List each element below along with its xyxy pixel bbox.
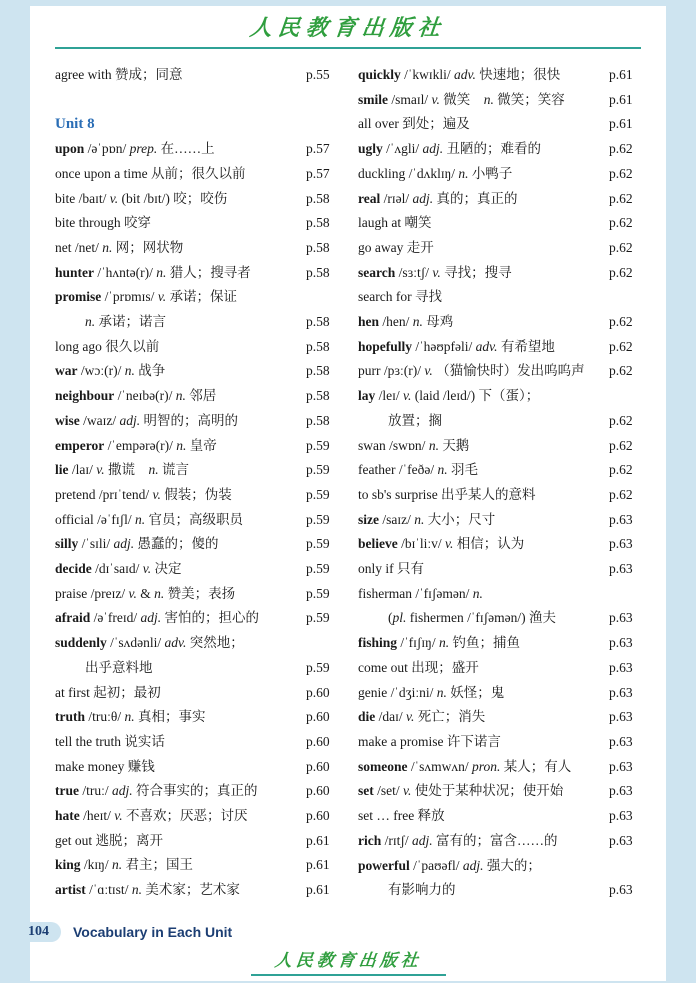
entry-text: n. 承诺；诺言: [85, 314, 166, 330]
page-ref: p.63: [609, 882, 633, 898]
entry-text: king /kɪŋ/ n. 君主；国王: [55, 857, 193, 873]
page-ref: p.62: [609, 437, 633, 453]
page-ref: p.59: [306, 462, 330, 478]
entry-text: at first 起初；最初: [55, 684, 161, 700]
entry-text: hen /hen/ n. 母鸡: [358, 314, 454, 330]
vocab-entry: [55, 236, 338, 261]
vocab-entry: [55, 162, 338, 187]
vocab-entry: [55, 409, 338, 434]
spacer: [55, 88, 338, 113]
vocab-entry: [55, 829, 338, 854]
vocab-entry: [55, 582, 338, 607]
entry-text: ugly /ˈʌgli/ adj. 丑陋的；难看的: [358, 141, 542, 157]
page-ref: p.63: [609, 561, 633, 577]
vocab-entry: [358, 705, 641, 730]
entry-text: 放置；搁: [388, 412, 442, 428]
vocab-entry: [358, 458, 641, 483]
page-ref: p.59: [306, 659, 330, 675]
vocab-entry: [55, 532, 338, 557]
entry-text: once upon a time 从前；很久以前: [55, 165, 246, 181]
page-ref: p.60: [306, 758, 330, 774]
vocab-entry: [358, 779, 641, 804]
page-ref: p.62: [609, 239, 633, 255]
page-ref: p.58: [306, 264, 330, 280]
page-ref: p.62: [609, 190, 633, 206]
vocab-entry: [358, 261, 641, 286]
page-ref: p.59: [306, 437, 330, 453]
vocab-entry: [55, 483, 338, 508]
page-ref: p.59: [306, 511, 330, 527]
vocab-entry: [55, 63, 338, 88]
entry-text: net /net/ n. 网；网状物: [55, 239, 184, 255]
entry-text: laugh at 嘲笑: [358, 215, 432, 231]
vocab-entry: [55, 681, 338, 706]
page-ref: p.58: [306, 190, 330, 206]
entry-text: go away 走开: [358, 239, 434, 255]
vocab-entry: [358, 508, 641, 533]
vocab-entry: [358, 755, 641, 780]
entry-text: emperor /ˈempərə(r)/ n. 皇帝: [55, 437, 217, 453]
vocab-entry: [55, 779, 338, 804]
page-ref: p.55: [306, 67, 330, 82]
vocab-entry: [55, 335, 338, 360]
entry-text: fishing /ˈfɪʃɪŋ/ n. 钓鱼；捕鱼: [358, 635, 520, 651]
entry-text: only if 只有: [358, 561, 424, 577]
vocab-entry: [358, 88, 641, 113]
entry-text: artist /ˈɑːtɪst/ n. 美术家；艺术家: [55, 882, 240, 898]
book-page: [30, 6, 666, 981]
page-ref: p.61: [306, 882, 330, 898]
entry-text: upon /əˈpɒn/ prep. 在……上: [55, 141, 215, 157]
entry-text: bite /baɪt/ v. (bit /bɪt/) 咬；咬伤: [55, 190, 228, 206]
entry-text: official /əˈfɪʃl/ n. 官员；高级职员: [55, 511, 243, 527]
vocab-entry: [358, 285, 641, 310]
entry-text: believe /bɪˈliːv/ v. 相信；认为: [358, 536, 525, 552]
page-ref: p.61: [306, 832, 330, 848]
entry-text: promise /ˈprɒmɪs/ v. 承诺；保证: [55, 289, 238, 305]
page-ref: p.62: [609, 486, 633, 502]
publisher-logo-footer: 人民教育出版社: [273, 951, 423, 970]
entry-text: quickly /ˈkwɪkli/ adv. 快速地；很快: [358, 67, 561, 82]
page-ref: p.63: [609, 684, 633, 700]
entry-text: tell the truth 说实话: [55, 733, 165, 749]
entry-text: rich /rɪtʃ/ adj. 富有的；富含……的: [358, 832, 558, 848]
vocab-entry: [55, 705, 338, 730]
entry-text: war /wɔː(r)/ n. 战争: [55, 363, 166, 379]
entry-text: wise /waɪz/ adj. 明智的；高明的: [55, 412, 239, 428]
entry-text: 出乎意料地: [85, 659, 153, 675]
vocab-entry: [358, 656, 641, 681]
page-ref: p.63: [609, 733, 633, 749]
entry-text: hopefully /ˈhəʊpfəli/ adv. 有希望地: [358, 338, 555, 354]
vocab-entry: [55, 384, 338, 409]
vocab-entry: [358, 112, 641, 137]
page-ref: p.62: [609, 264, 633, 280]
page-ref: p.60: [306, 684, 330, 700]
vocab-entry: [358, 681, 641, 706]
vocab-entry: [55, 631, 338, 656]
entry-text: search /sɜːtʃ/ v. 寻找；搜寻: [358, 264, 512, 280]
page-ref: p.59: [306, 585, 330, 601]
vocab-entry: [358, 829, 641, 854]
entry-text: die /daɪ/ v. 死亡；消失: [358, 709, 486, 725]
entry-text: make money 赚钱: [55, 758, 155, 774]
page-ref: p.59: [306, 610, 330, 626]
entry-text: to sb's surprise 出乎某人的意料: [358, 486, 536, 502]
page-ref: p.58: [306, 363, 330, 379]
page-ref: p.57: [306, 165, 330, 181]
page-ref: p.61: [609, 67, 633, 82]
entry-text: feather /ˈfeðə/ n. 羽毛: [358, 462, 478, 478]
entry-text: all over 到处；遍及: [358, 116, 470, 132]
vocab-entry: [358, 335, 641, 360]
vocab-entry: [55, 508, 338, 533]
page-ref: p.62: [609, 412, 633, 428]
page-number-badge: 104: [16, 922, 61, 942]
vocab-entry: [358, 878, 641, 903]
entry-text: decide /dɪˈsaɪd/ v. 决定: [55, 561, 182, 577]
page-ref: p.58: [306, 215, 330, 231]
vocab-entry: [358, 730, 641, 755]
vocab-entry: [55, 434, 338, 459]
page-ref: p.63: [609, 536, 633, 552]
vocab-entry: [55, 606, 338, 631]
page-ref: p.62: [609, 141, 633, 157]
vocab-entry: [55, 310, 338, 335]
vocab-entry: [358, 854, 641, 879]
page-ref: p.57: [306, 141, 330, 157]
vocab-entry: [55, 878, 338, 903]
vocab-entry: [358, 606, 641, 631]
vocab-entry: [358, 162, 641, 187]
entry-text: truth /truːθ/ n. 真相；事实: [55, 709, 206, 725]
footer-section-title: Vocabulary in Each Unit: [73, 924, 233, 940]
vocab-entry: [55, 137, 338, 162]
page-ref: p.63: [609, 511, 633, 527]
page-ref: p.62: [609, 314, 633, 330]
vocab-entry: [55, 557, 338, 582]
page-ref: p.60: [306, 808, 330, 824]
vocab-entry: [358, 63, 641, 88]
vocab-entry: [55, 359, 338, 384]
page-ref: p.63: [609, 635, 633, 651]
entry-text: come out 出现；盛开: [358, 659, 479, 675]
page-ref: p.60: [306, 709, 330, 725]
page-ref: p.58: [306, 412, 330, 428]
vocab-entry: [55, 853, 338, 878]
page-ref: p.59: [306, 486, 330, 502]
vocab-column-right: [358, 63, 641, 903]
vocab-entry: [55, 656, 338, 681]
entry-text: silly /ˈsɪli/ adj. 愚蠢的；傻的: [55, 536, 219, 552]
entry-text: purr /pɜː(r)/ v. （猫愉快时）发出呜呜声: [358, 363, 585, 379]
entry-text: lay /leɪ/ v. (laid /leɪd/) 下（蛋）；: [358, 388, 540, 404]
vocab-entry: [55, 285, 338, 310]
vocab-entry: [55, 755, 338, 780]
entry-text: true /truː/ adj. 符合事实的；真正的: [55, 783, 258, 799]
page-ref: p.63: [609, 808, 633, 824]
entry-text: set /set/ v. 使处于某种状况；使开始: [358, 783, 564, 799]
page-footer: [30, 920, 666, 979]
vocab-entry: [358, 804, 641, 829]
entry-text: pretend /prɪˈtend/ v. 假装；伪装: [55, 486, 232, 502]
page-ref: p.59: [306, 561, 330, 577]
entry-text: lie /laɪ/ v. 撒谎 n. 谎言: [55, 462, 189, 478]
entry-text: someone /ˈsʌmwʌn/ pron. 某人；有人: [358, 758, 572, 774]
page-ref: p.58: [306, 338, 330, 354]
entry-text: search for 寻找: [358, 289, 442, 305]
page-ref: p.63: [609, 659, 633, 675]
entry-text: fisherman /ˈfɪʃəmən/ n.: [358, 585, 483, 601]
page-ref: p.63: [609, 610, 633, 626]
vocab-entry: [358, 310, 641, 335]
vocab-entry: [55, 730, 338, 755]
vocab-entry: [358, 582, 641, 607]
page-header: [30, 6, 666, 49]
entry-text: hate /heɪt/ v. 不喜欢；厌恶；讨厌: [55, 808, 248, 824]
entry-text: long ago 很久以前: [55, 338, 160, 354]
vocab-entry: [358, 359, 641, 384]
vocab-entry: [358, 187, 641, 212]
vocab-entry: [358, 532, 641, 557]
vocab-entry: [55, 187, 338, 212]
page-ref: p.61: [306, 857, 330, 873]
footer-row: [30, 920, 666, 944]
entry-text: hunter /ˈhʌntə(r)/ n. 猎人；搜寻者: [55, 264, 251, 280]
vocab-column-left: [55, 63, 338, 903]
vocab-entry: [358, 483, 641, 508]
entry-text: suddenly /ˈsʌdənli/ adv. 突然地；: [55, 635, 244, 651]
entry-text: powerful /ˈpaʊəfl/ adj. 强大的；: [358, 857, 541, 873]
vocab-entry: [358, 631, 641, 656]
vocab-entry: [55, 211, 338, 236]
page-ref: p.63: [609, 758, 633, 774]
page-ref: p.61: [609, 91, 633, 107]
vocab-entry: [55, 458, 338, 483]
vocab-entry: [358, 211, 641, 236]
footer-divider: [251, 974, 446, 976]
page-ref: p.60: [306, 783, 330, 799]
entry-text: duckling /ˈdʌklɪŋ/ n. 小鸭子: [358, 165, 513, 181]
vocab-entry: [358, 384, 641, 409]
entry-text: real /rɪəl/ adj. 真的；真正的: [358, 190, 518, 206]
vocab-entry: [358, 409, 641, 434]
page-ref: p.60: [306, 733, 330, 749]
page-ref: p.58: [306, 239, 330, 255]
entry-text: swan /swɒn/ n. 天鹅: [358, 437, 470, 453]
publisher-logo-header: 人民教育出版社: [248, 15, 448, 40]
page-ref: p.58: [306, 388, 330, 404]
page-ref: p.62: [609, 165, 633, 181]
entry-text: (pl. fishermen /ˈfɪʃəmən/) 渔夫: [388, 610, 556, 626]
entry-text: size /saɪz/ n. 大小；尺寸: [358, 511, 496, 527]
entry-text: neighbour /ˈneɪbə(r)/ n. 邻居: [55, 388, 217, 404]
entry-text: agree with 赞成；同意: [55, 67, 183, 82]
entry-text: smile /smaɪl/ v. 微笑 n. 微笑；笑容: [358, 91, 565, 107]
page-ref: p.62: [609, 363, 633, 379]
vocab-entry: [358, 434, 641, 459]
vocab-entry: [358, 137, 641, 162]
vocab-entry: [358, 557, 641, 582]
entry-text: make a promise 许下诺言: [358, 733, 501, 749]
entry-text: afraid /əˈfreɪd/ adj. 害怕的；担心的: [55, 610, 259, 626]
entry-text: praise /preɪz/ v. & n. 赞美；表扬: [55, 585, 236, 601]
page-ref: p.62: [609, 338, 633, 354]
entry-text: genie /ˈdʒiːni/ n. 妖怪；鬼: [358, 684, 505, 700]
vocabulary-list: [30, 49, 666, 903]
page-ref: p.63: [609, 783, 633, 799]
page-ref: p.61: [609, 116, 633, 132]
page-ref: p.59: [306, 536, 330, 552]
page-ref: p.62: [609, 215, 633, 231]
entry-text: bite through 咬穿: [55, 215, 151, 231]
vocab-entry: [55, 261, 338, 286]
unit-heading: Unit 8: [55, 116, 95, 133]
page-ref: p.58: [306, 314, 330, 330]
vocab-entry: [358, 236, 641, 261]
page-ref: p.62: [609, 462, 633, 478]
footer-logo-wrap: [30, 946, 666, 979]
page-ref: p.63: [609, 832, 633, 848]
entry-text: get out 逃脱；离开: [55, 832, 163, 848]
entry-text: set … free 释放: [358, 808, 445, 824]
entry-text: 有影响力的: [388, 882, 456, 898]
page-ref: p.63: [609, 709, 633, 725]
vocab-entry: [55, 804, 338, 829]
